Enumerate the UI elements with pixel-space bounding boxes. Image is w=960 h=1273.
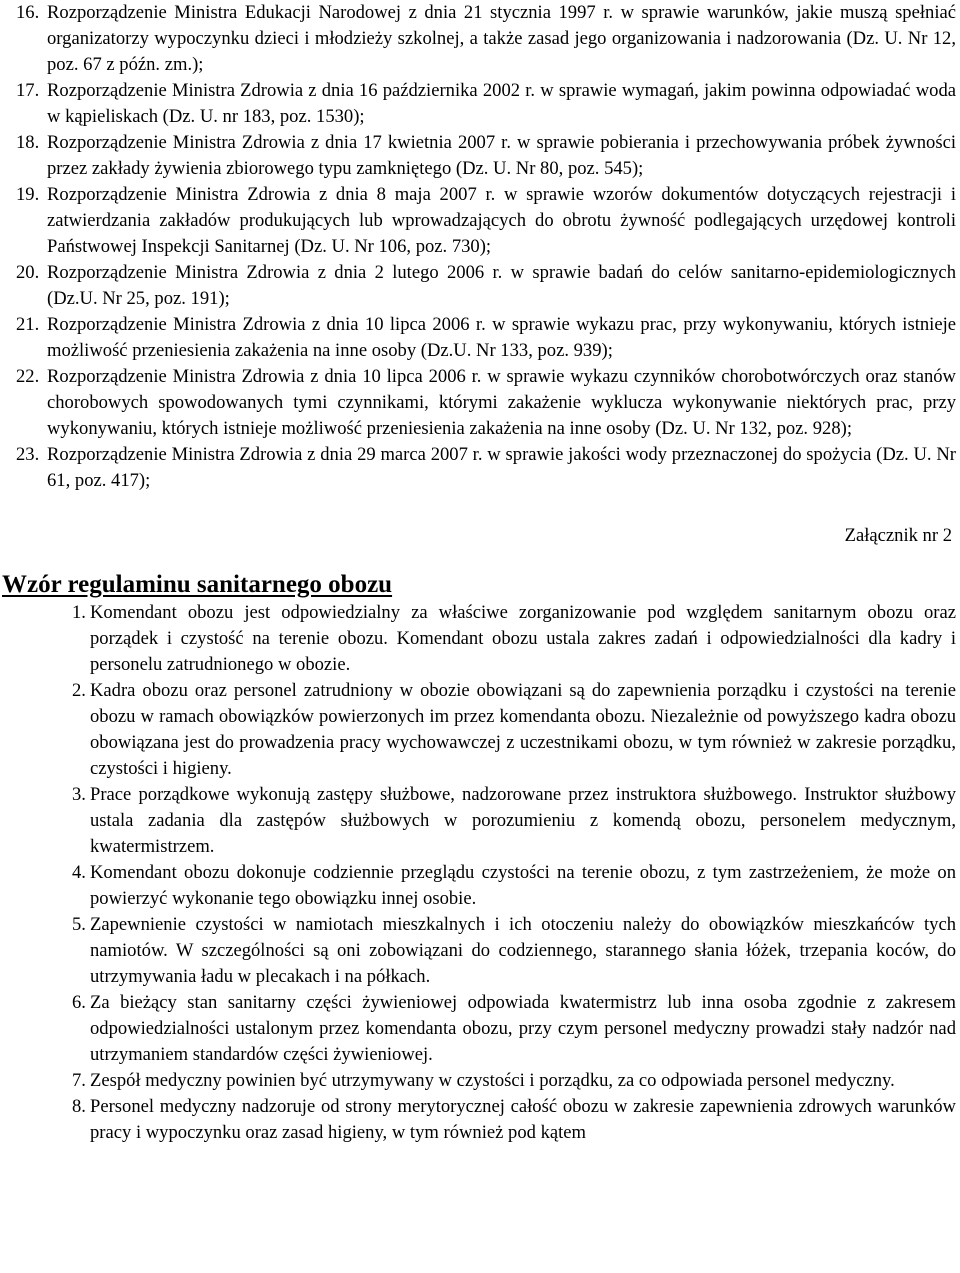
legal-act-item-text: Rozporządzenie Ministra Zdrowia z dnia 29 marca 2007 r. w sprawie jakości wody przeznaczonej do spożycia (Dz. U. Nr 61, poz. 417); [47,444,956,491]
regulation-item [0,1068,956,1094]
regulation-item [0,678,956,782]
legal-act-item [0,78,956,130]
legal-act-item-text: Rozporządzenie Ministra Zdrowia z dnia 10 lipca 2006 r. w sprawie wykazu prac, przy wykonywaniu, których istnieje możliwość przeniesienia zakażenia na inne osoby (Dz.U. Nr 133, poz. 939); [47,314,956,361]
section-title: Wzór regulaminu sanitarnego obozu [2,571,393,598]
regulation-item-number: 1. [72,602,86,623]
legal-act-item-number: 21. [16,314,40,335]
legal-act-item-number: 23. [16,444,40,465]
regulations-list [0,600,956,1146]
legal-act-item [0,182,956,260]
legal-act-item [0,0,956,78]
regulation-item-text: Kadra obozu oraz personel zatrudniony w obozie obowiązani są do zapewnienia porządku i czystości na terenie obozu w ramach obowiązków powierzonych im przez komendanta obozu. Niezależnie od powyższego kadra obozu obowiązana jest do prowadzenia pracy wychowawczej z uczestnikami obozu, w tym również w zakresie porządku, czystości i higieny. [90,680,956,779]
legal-act-item [0,364,956,442]
regulation-item-number: 3. [72,784,86,805]
regulation-item [0,782,956,860]
regulation-item-text: Zapewnienie czystości w namiotach mieszkalnych i ich otoczeniu należy do obowiązków mieszkańców tych namiotów. W szczególności są oni zobowiązani do codziennego, starannego słania łóżek, trzepania koców, do utrzymywania ładu w plecakach i na półkach. [90,914,956,987]
legal-act-item-text: Rozporządzenie Ministra Zdrowia z dnia 2 lutego 2006 r. w sprawie badań do celów sanitarno-epidemiologicznych (Dz.U. Nr 25, poz. 191); [47,262,956,309]
regulation-item-number: 2. [72,680,86,701]
regulation-item [0,912,956,990]
legal-act-item-number: 20. [16,262,40,283]
regulation-item-number: 4. [72,862,86,883]
regulation-item [0,1094,956,1146]
regulation-item-text: Komendant obozu dokonuje codziennie przeglądu czystości na terenie obozu, z tym zastrzeżeniem, że może on powierzyć wykonanie tego obowiązku innej osobie. [90,862,956,909]
legal-act-item-text: Rozporządzenie Ministra Edukacji Narodowej z dnia 21 stycznia 1997 r. w sprawie warunków, jakie muszą spełniać organizatorzy wypoczynku dzieci i młodzieży szkolnej, a także zasad jego organizowania i nadzorowania (Dz. U. Nr 12, poz. 67 z późn. zm.); [47,2,956,75]
regulation-item [0,600,956,678]
legal-act-item [0,442,956,494]
legal-act-item-text: Rozporządzenie Ministra Zdrowia z dnia 16 października 2002 r. w sprawie wymagań, jakim powinna odpowiadać woda w kąpieliskach (Dz. U. nr 183, poz. 1530); [47,80,956,127]
regulation-item-text: Zespół medyczny powinien być utrzymywany w czystości i porządku, za co odpowiada personel medyczny. [90,1070,895,1091]
legal-act-item [0,130,956,182]
regulation-item-number: 6. [72,992,86,1013]
annex-label: Załącznik nr 2 [844,525,952,546]
regulation-item [0,860,956,912]
legal-act-item [0,260,956,312]
legal-act-item-text: Rozporządzenie Ministra Zdrowia z dnia 10 lipca 2006 r. w sprawie wykazu czynników chorobotwórczych oraz stanów chorobowych spowodowanych tymi czynnikami, którymi zakażenie wyklucza wykonywanie niektórych prac, przy wykonywaniu, których istnieje możliwość przeniesienia zakażenia na inne osoby (Dz. U. Nr 132, poz. 928); [47,366,956,439]
legal-act-item-text: Rozporządzenie Ministra Zdrowia z dnia 17 kwietnia 2007 r. w sprawie pobierania i przechowywania próbek żywności przez zakłady żywienia zbiorowego typu zamkniętego (Dz. U. Nr 80, poz. 545); [47,132,956,179]
regulation-item-number: 8. [72,1096,86,1117]
regulation-item-number: 5. [72,914,86,935]
legal-acts-list [0,0,956,494]
regulation-item-text: Za bieżący stan sanitarny części żywieniowej odpowiada kwatermistrz lub inna osoba zgodnie z zakresem odpowiedzialności ustalonym przez komendanta obozu, przy czym personel medyczny prowadzi stały nadzór nad utrzymaniem standardów części żywieniowej. [90,992,956,1065]
regulation-item [0,990,956,1068]
legal-act-item-number: 16. [16,2,40,23]
legal-act-item [0,312,956,364]
legal-act-item-number: 17. [16,80,40,101]
legal-act-item-text: Rozporządzenie Ministra Zdrowia z dnia 8 maja 2007 r. w sprawie wzorów dokumentów dotyczących rejestracji i zatwierdzania zakładów produkujących lub wprowadzających do obrotu żywność podlegających urzędowej kontroli Państwowej Inspekcji Sanitarnej (Dz. U. Nr 106, poz. 730); [47,184,956,257]
regulation-item-text: Personel medyczny nadzoruje od strony merytorycznej całość obozu w zakresie zapewnienia zdrowych warunków pracy i wypoczynku oraz zasad higieny, w tym również pod kątem [90,1096,956,1143]
regulation-item-text: Komendant obozu jest odpowiedzialny za właściwe zorganizowanie pod względem sanitarnym obozu oraz porządek i czystość na terenie obozu. Komendant obozu ustala zakres zadań i odpowiedzialności dla kadry i personelu zatrudnionego w obozie. [90,602,956,675]
legal-act-item-number: 19. [16,184,40,205]
regulation-item-number: 7. [72,1070,86,1091]
legal-act-item-number: 18. [16,132,40,153]
regulation-item-text: Prace porządkowe wykonują zastępy służbowe, nadzorowane przez instruktora służbowego. Instruktor służbowy ustala zadania dla zastępów służbowych w porozumieniu z komendą obozu, personelem medycznym, kwatermistrzem. [90,784,956,857]
legal-act-item-number: 22. [16,366,40,387]
